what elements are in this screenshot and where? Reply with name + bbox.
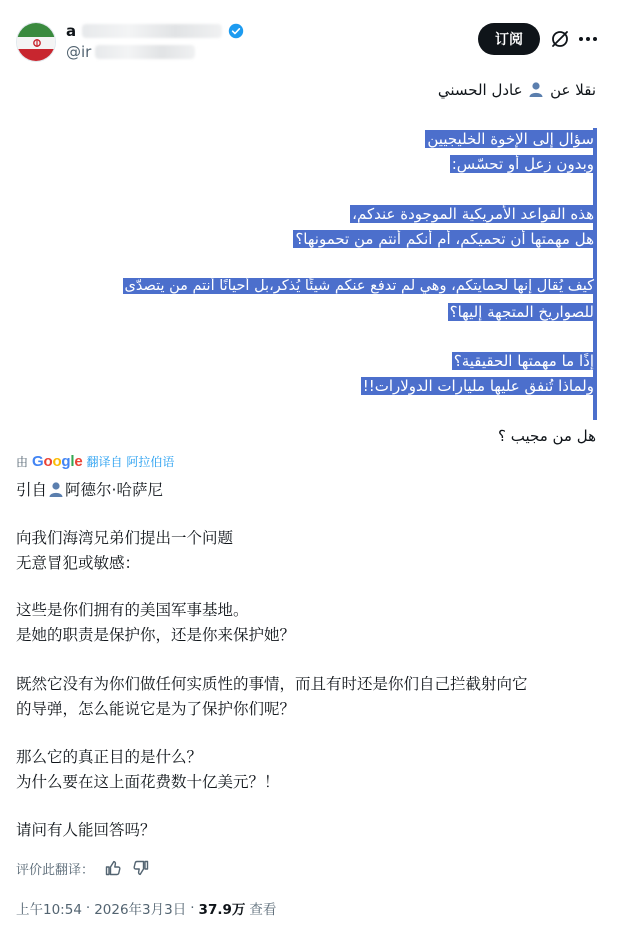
- arabic-quote-label: نقلا عن: [550, 81, 596, 99]
- blurred-display-name: [82, 24, 222, 38]
- translated-quote-prefix: 引自: [16, 481, 48, 499]
- arabic-quote-name[interactable]: عادل الحسني: [437, 81, 523, 99]
- arabic-line: هذه القواعد الأمريكية الموجودة عندكم،: [352, 205, 594, 223]
- google-logo-letter: e: [74, 452, 83, 470]
- person-icon: [527, 80, 545, 98]
- thumb-up-icon[interactable]: [104, 859, 122, 877]
- subscribe-button[interactable]: 订阅: [478, 23, 540, 55]
- blurred-handle: [95, 45, 195, 59]
- translated-line: 这些是你们拥有的美国军事基地。: [16, 601, 249, 619]
- avatar[interactable]: [16, 22, 56, 62]
- verified-badge-icon: [228, 23, 244, 39]
- translated-line: 的导弹，怎么能说它是为了保护你们呢？: [16, 700, 296, 718]
- google-logo: [32, 453, 83, 470]
- meta-separator: ·: [85, 900, 91, 916]
- translated-by-label: 由: [16, 454, 29, 469]
- thumb-down-icon[interactable]: [132, 859, 150, 877]
- display-name-initial: a: [66, 22, 77, 40]
- arabic-line: سؤال إلى الإخوة الخليجيين: [427, 130, 594, 148]
- translated-quote-name[interactable]: 阿德尔·哈萨尼: [65, 481, 163, 499]
- google-logo-letter: g: [61, 452, 71, 470]
- views-label: 查看: [249, 902, 277, 918]
- post-header: [0, 0, 640, 80]
- arabic-line: كيف يُقال إنها لحمايتكم، وهي لم تدفع عنكم شيئًا يُذكر،بل أحيانًا أنتم من يتصدّى: [124, 278, 594, 294]
- google-logo-letter: o: [43, 452, 53, 470]
- meta-separator: ·: [190, 900, 195, 916]
- translated-line: 请问有人能回答吗？: [16, 821, 156, 839]
- translated-line: 为什么要在这上面花费数十亿美元？！: [16, 773, 280, 791]
- person-icon: [47, 480, 65, 498]
- google-logo-letter: o: [52, 452, 62, 470]
- iran-flag-avatar-image: [17, 23, 56, 62]
- arabic-line: هل مهمتها أن تحميكم، أم أنكم أنتم من تحمونها؟: [295, 230, 594, 248]
- translated-line: 是她的职责是保护你，还是你来保护她？: [16, 626, 296, 644]
- translated-quote-line: [16, 478, 163, 500]
- post-time[interactable]: 上午10:54: [16, 902, 82, 918]
- views-count: 37.9万: [198, 902, 246, 918]
- translated-line: 无意冒犯或敏感：: [16, 554, 141, 572]
- translated-from-link[interactable]: 翻译自 阿拉伯语: [86, 454, 175, 469]
- post-meta: [16, 898, 276, 918]
- translated-by: [16, 452, 174, 470]
- arabic-line: ولماذا تُنفق عليها مليارات الدولارات!!: [362, 377, 594, 395]
- arabic-line: للصواريخ المتجهة إليها؟: [449, 303, 594, 321]
- rate-translation: [16, 858, 150, 878]
- handle[interactable]: [66, 42, 195, 62]
- more-icon[interactable]: [576, 27, 600, 51]
- handle-prefix: @ir: [66, 43, 92, 61]
- rate-translation-label: 评价此翻译：: [16, 862, 95, 878]
- arabic-quote-line: [438, 80, 596, 99]
- display-name[interactable]: [66, 20, 244, 42]
- google-logo-letter: G: [32, 452, 44, 470]
- translated-line: 那么它的真正目的是什么？: [16, 748, 203, 766]
- arabic-line: هل من مجيب ؟: [498, 427, 596, 445]
- post-date[interactable]: 2026年3月3日: [94, 902, 187, 918]
- arabic-line: إذًا ما مهمتها الحقيقية؟: [453, 352, 594, 370]
- translated-line: 向我们海湾兄弟们提出一个问题: [16, 529, 234, 547]
- grok-icon[interactable]: [548, 27, 572, 51]
- translated-line: 既然它没有为你们做任何实质性的事情，而且有时还是你们自己拦截射向它: [16, 675, 528, 693]
- google-logo-letter: l: [70, 452, 75, 470]
- arabic-line: وبدون زعل أو تحسّس:: [451, 155, 594, 173]
